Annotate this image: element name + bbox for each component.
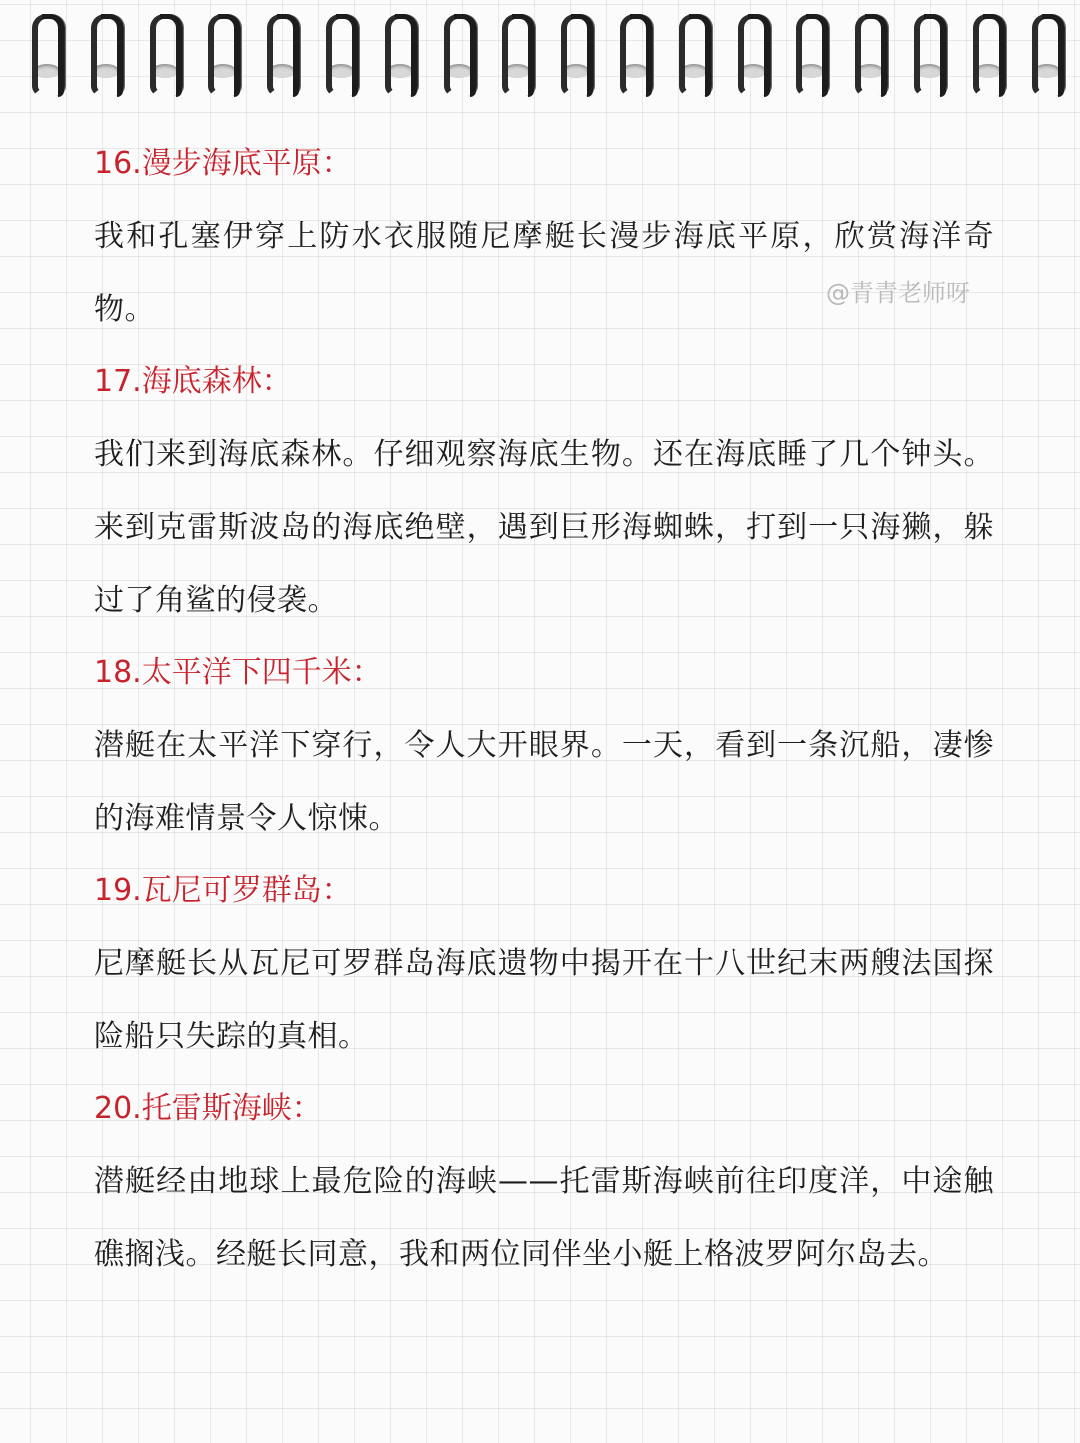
section-heading: 20.托雷斯海峡： <box>94 1091 322 1126</box>
spiral-ring-icon <box>28 6 68 94</box>
spiral-ring-icon <box>1028 6 1068 94</box>
spiral-ring-icon <box>734 6 774 94</box>
section-heading: 18.太平洋下四千米： <box>94 655 382 690</box>
section-body: 尼摩艇长从瓦尼可罗群岛海底遗物中揭开在十八世纪末两艘法国探险船只失踪的真相。 <box>94 946 994 1054</box>
spiral-ring-icon <box>498 6 538 94</box>
section-body: 我们来到海底森林。仔细观察海底生物。还在海底睡了几个钟头。来到克雷斯波岛的海底绝壁，遇到巨形海蜘蛛，打到一只海獭，躲过了角鲨的侵袭。 <box>94 437 994 618</box>
spiral-ring-icon <box>792 6 832 94</box>
spiral-ring-icon <box>263 6 303 94</box>
section-body: 潜艇在太平洋下穿行，令人大开眼界。一天，看到一条沉船，凄惨的海难情景令人惊悚。 <box>94 728 994 836</box>
spiral-ring-icon <box>204 6 244 94</box>
spiral-ring-icon <box>440 6 480 94</box>
section-body: 潜艇经由地球上最危险的海峡——托雷斯海峡前往印度洋，中途触礁搁浅。经艇长同意，我和两位同伴坐小艇上格波罗阿尔岛去。 <box>94 1164 994 1272</box>
watermark-text: @青青老师呀 <box>826 279 970 307</box>
section-heading: 17.海底森林： <box>94 364 292 399</box>
spiral-ring-icon <box>675 6 715 94</box>
spiral-ring-icon <box>969 6 1009 94</box>
section-heading: 19.瓦尼可罗群岛： <box>94 873 352 908</box>
spiral-ring-icon <box>381 6 421 94</box>
section-20 <box>94 1073 994 1291</box>
section-body: 我和孔塞伊穿上防水衣服随尼摩艇长漫步海底平原，欣赏海洋奇物。 <box>94 219 994 327</box>
section-18 <box>94 637 994 855</box>
section-heading: 16.漫步海底平原： <box>94 146 352 181</box>
notebook-spiral-binding <box>0 0 1080 100</box>
section-16 <box>94 128 994 346</box>
spiral-ring-icon <box>146 6 186 94</box>
spiral-ring-icon <box>557 6 597 94</box>
spiral-ring-icon <box>910 6 950 94</box>
spiral-ring-icon <box>851 6 891 94</box>
section-19 <box>94 855 994 1073</box>
spiral-ring-icon <box>87 6 127 94</box>
spiral-ring-icon <box>616 6 656 94</box>
spiral-ring-icon <box>322 6 362 94</box>
section-17 <box>94 346 994 637</box>
